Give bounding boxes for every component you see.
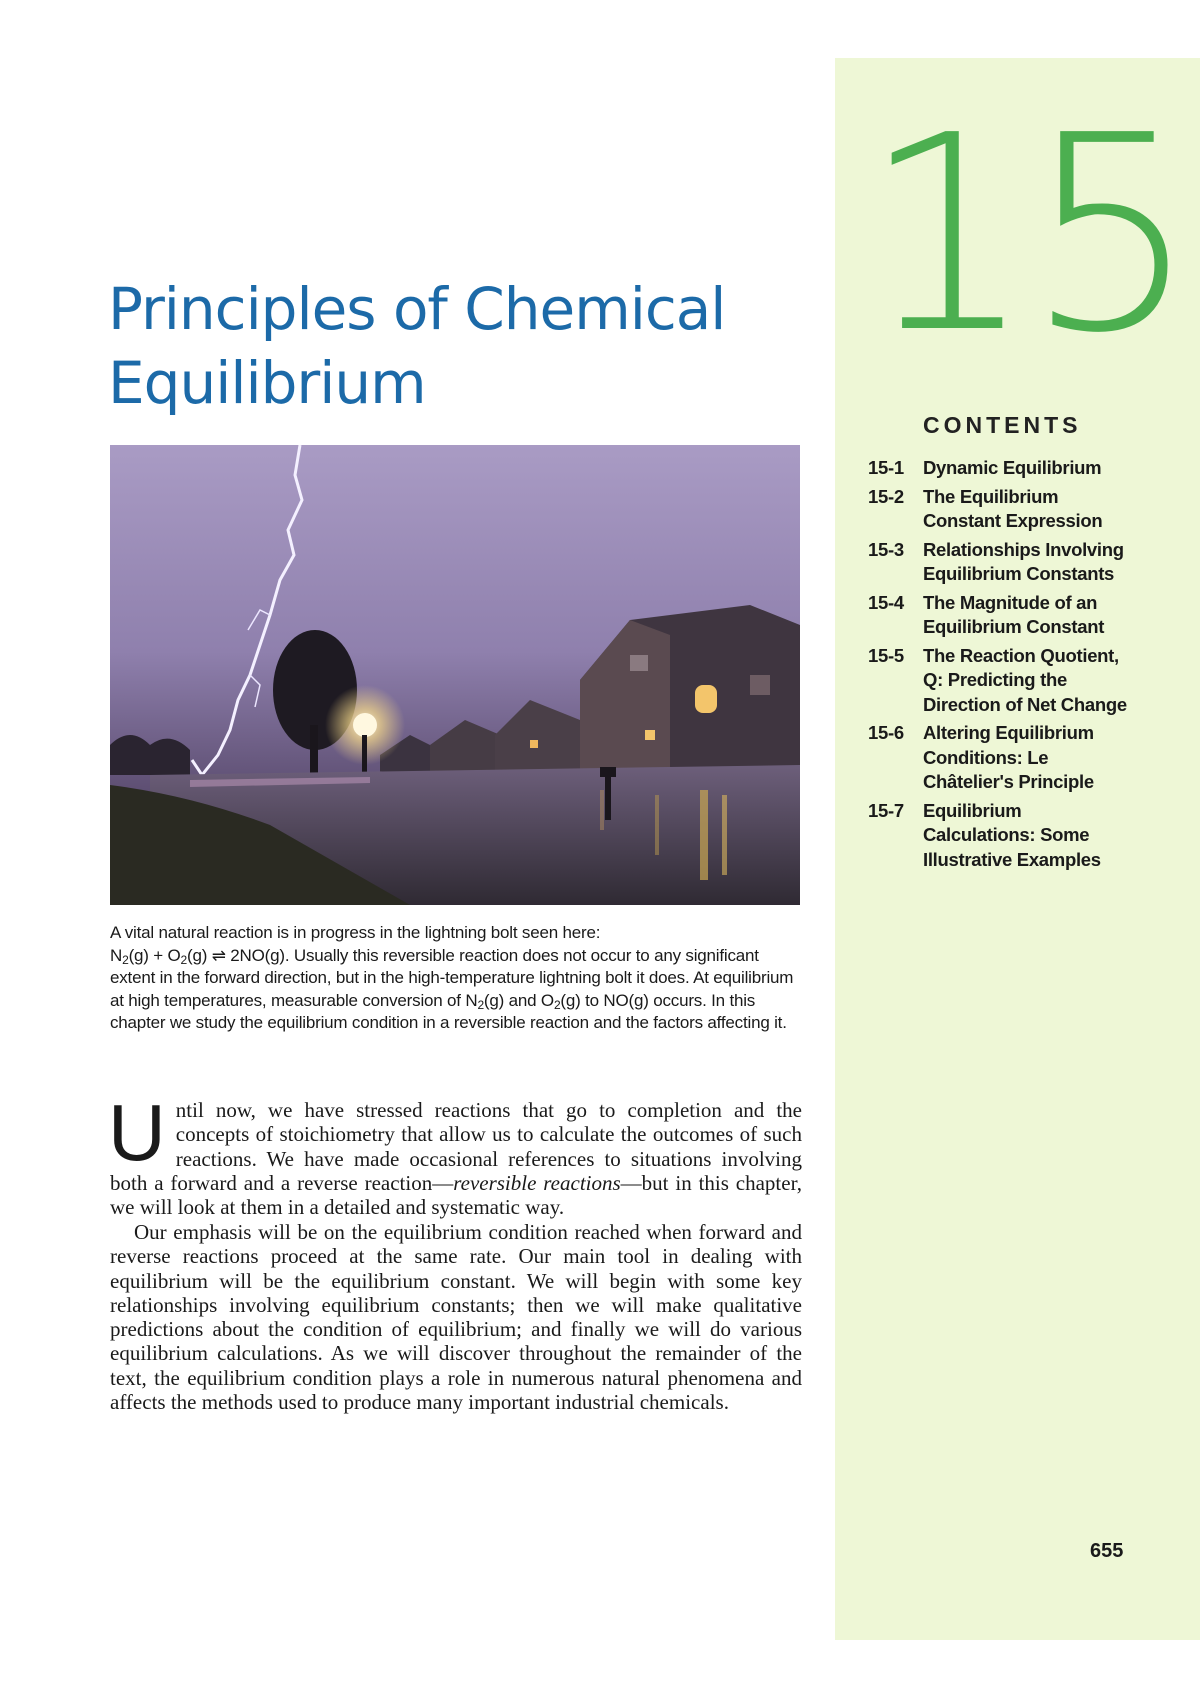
chapter-title-line1: Principles of Chemical	[108, 275, 726, 343]
contents-item	[868, 485, 1198, 534]
lightning-photo	[110, 445, 800, 905]
intro-p1-italic: reversible reactions	[453, 1170, 621, 1195]
contents-item-number: 15-4	[868, 591, 904, 613]
contents-item	[868, 456, 1198, 481]
contents-item-title: The Reaction Quotient, Q: Predicting the Direction of Net Change	[923, 644, 1127, 715]
caption-eq-mid3: (g) and O	[483, 990, 554, 1010]
caption-sub: 2	[122, 952, 129, 967]
contents-item-number: 15-6	[868, 722, 904, 743]
intro-p1-text-b: —but in this chapter, we will look at them in a detailed and systematic way.	[110, 1170, 802, 1220]
contents-heading: CONTENTS	[923, 412, 1082, 438]
contents-item-title: The Equilibrium Constant Expression	[923, 485, 1103, 531]
contents-item-title: Dynamic Equilibrium	[923, 457, 1102, 478]
contents-item	[868, 644, 1198, 718]
caption-line-a: A vital natural reaction is in progress in the lightning bolt seen here:	[110, 923, 601, 942]
contents-item-title: Equilibrium Calculations: Some Illustrative Examples	[923, 799, 1101, 870]
contents-item	[868, 721, 1198, 795]
caption-eq-end: (g) to NO(g) occurs. In this chapter we study the equilibrium condition in a reversible reaction and the factors affecting it.	[110, 990, 787, 1033]
contents-item	[868, 538, 1198, 587]
contents-item-number: 15-1	[868, 457, 904, 478]
chapter-number: 15	[862, 77, 1190, 392]
caption-eq-mid1: (g) + O	[128, 945, 181, 965]
caption-sub: 2	[477, 997, 484, 1012]
caption-sub: 2	[553, 997, 561, 1012]
contents-item-number: 15-5	[868, 644, 904, 666]
contents-item-number: 15-2	[868, 485, 904, 507]
contents-item-title: The Magnitude of an Equilibrium Constant	[923, 591, 1105, 637]
drop-cap: U	[108, 1088, 166, 1177]
caption-sub: 2	[180, 952, 188, 967]
intro-paragraph-2: Our emphasis will be on the equilibrium condition reached when forward and reverse reactions proceed at the same rate. Our main tool in dealing with equilibrium will be the equilibrium constant. We will begin with some key relationships involving equilibrium constants; then we will make qualitative predictions about the condition of equilibrium; and finally we will do various equilibrium calculations. As we will discover throughout the remainder of the text, the equilibrium condition plays a role in numerous natural phenomena and affects the methods used to produce many important industrial chemicals.	[110, 1220, 802, 1415]
intro-paragraph-1	[108, 1088, 802, 1220]
contents-list	[868, 456, 1198, 876]
caption-eq-mid2: (g) ⇌ 2NO(g). Usually this reversible reaction does not occur to any significant extent in the forward direction, but in the high-temperature lightning bolt it does. At equilibrium at high temperatures, measurable conversion of N	[110, 945, 794, 1010]
caption-eq-n2: N	[110, 945, 123, 965]
chapter-title	[108, 272, 808, 420]
contents-item-number: 15-7	[868, 799, 904, 821]
chapter-title-line2: Equilibrium	[108, 349, 426, 417]
contents-item-title: Altering Equilibrium Conditions: Le Châtelier's Principle	[923, 722, 1094, 792]
contents-item-title: Relationships Involving Equilibrium Constants	[923, 538, 1124, 584]
lightning-photo-illustration	[110, 445, 800, 905]
contents-item	[868, 591, 1198, 640]
contents-item-number: 15-3	[868, 538, 904, 560]
intro-p1-text-a: ntil now, we have stressed reactions that go to completion and the concepts of stoichiometry that allow us to calculate the outcomes of such reactions. We have made occasional references to situations involving both a forward and a reverse reaction—	[110, 1098, 802, 1195]
page-number: 655	[1090, 1540, 1124, 1562]
photo-caption	[110, 922, 800, 1035]
contents-item	[868, 799, 1198, 873]
